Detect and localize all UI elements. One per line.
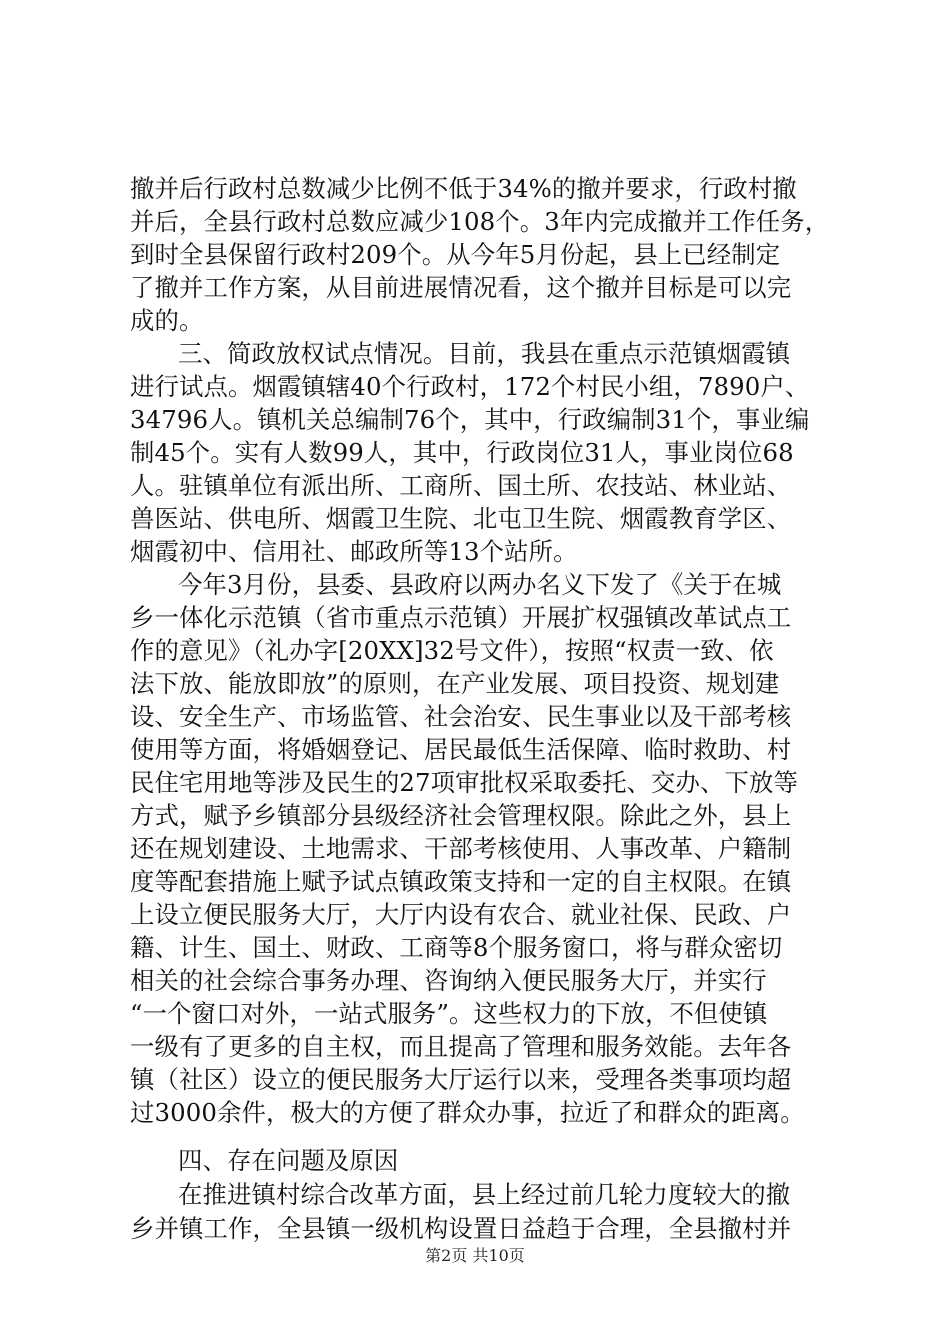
text-line: 撤并后行政村总数减少比例不低于34%的撤并要求，行政村撤 bbox=[130, 174, 797, 203]
text-line: 还在规划建设、土地需求、干部考核使用、人事改革、户籍制 bbox=[130, 834, 792, 863]
text-line: 设、安全生产、市场监管、社会治安、民生事业以及干部考核 bbox=[130, 702, 792, 731]
page-number-footer: 第2页 共10页 bbox=[425, 1246, 525, 1265]
text-line: 人。驻镇单位有派出所、工商所、国土所、农技站、林业站、 bbox=[130, 471, 792, 500]
text-line: 使用等方面，将婚姻登记、居民最低生活保障、临时救助、村 bbox=[130, 735, 792, 764]
text-line: 作的意见》（礼办字[20XX]32号文件），按照“权责一致、依 bbox=[130, 636, 774, 665]
text-line: 并后，全县行政村总数应减少108个。3年内完成撤并工作任务， bbox=[130, 207, 830, 236]
text-line: 了撤并工作方案，从目前进展情况看，这个撤并目标是可以完 bbox=[130, 273, 792, 302]
text-line: 过3000余件，极大的方便了群众办事，拉近了和群众的距离。 bbox=[130, 1098, 805, 1127]
paragraph-start: 今年3月份，县委、县政府以两办名义下发了《关于在城 bbox=[178, 570, 782, 599]
text-line: 进行试点。烟霞镇辖40个行政村，172个村民小组，7890户、 bbox=[130, 372, 810, 401]
text-line: 烟霞初中、信用社、邮政所等13个站所。 bbox=[130, 537, 578, 566]
text-line: 34796人。镇机关总编制76个，其中，行政编制31个，事业编 bbox=[130, 405, 810, 434]
text-line: “一个窗口对外，一站式服务”。这些权力的下放，不但使镇 bbox=[130, 999, 768, 1028]
text-line: 到时全县保留行政村209个。从今年5月份起，县上已经制定 bbox=[130, 240, 781, 269]
text-line: 一级有了更多的自主权，而且提高了管理和服务效能。去年各 bbox=[130, 1032, 792, 1061]
text-line: 方式，赋予乡镇部分县级经济社会管理权限。除此之外，县上 bbox=[130, 801, 792, 830]
text-line: 法下放、能放即放”的原则，在产业发展、项目投资、规划建 bbox=[130, 669, 780, 698]
text-line: 乡一体化示范镇（省市重点示范镇）开展扩权强镇改革试点工 bbox=[130, 603, 792, 632]
text-line: 制45个。实有人数99人，其中，行政岗位31人，事业岗位68 bbox=[130, 438, 794, 467]
text-line: 度等配套措施上赋予试点镇政策支持和一定的自主权限。在镇 bbox=[130, 867, 792, 896]
text-line: 上设立便民服务大厅，大厅内设有农合、就业社保、民政、户 bbox=[130, 900, 792, 929]
text-line: 籍、计生、国土、财政、工商等8个服务窗口，将与群众密切 bbox=[130, 933, 783, 962]
text-line: 兽医站、供电所、烟霞卫生院、北屯卫生院、烟霞教育学区、 bbox=[130, 504, 792, 533]
text-line: 成的。 bbox=[130, 306, 204, 335]
text-line: 相关的社会综合事务办理、咨询纳入便民服务大厅，并实行 bbox=[130, 966, 767, 995]
text-line: 民住宅用地等涉及民生的27项审批权采取委托、交办、下放等 bbox=[130, 768, 798, 797]
section-heading: 三、简政放权试点情况。目前，我县在重点示范镇烟霞镇 bbox=[178, 339, 791, 368]
paragraph-start: 在推进镇村综合改革方面，县上经过前几轮力度较大的撤 bbox=[178, 1180, 791, 1209]
section-heading: 四、存在问题及原因 bbox=[178, 1146, 399, 1175]
text-line: 乡并镇工作，全县镇一级机构设置日益趋于合理，全县撤村并 bbox=[130, 1214, 792, 1243]
text-line: 镇（社区）设立的便民服务大厅运行以来，受理各类事项均超 bbox=[130, 1065, 792, 1094]
